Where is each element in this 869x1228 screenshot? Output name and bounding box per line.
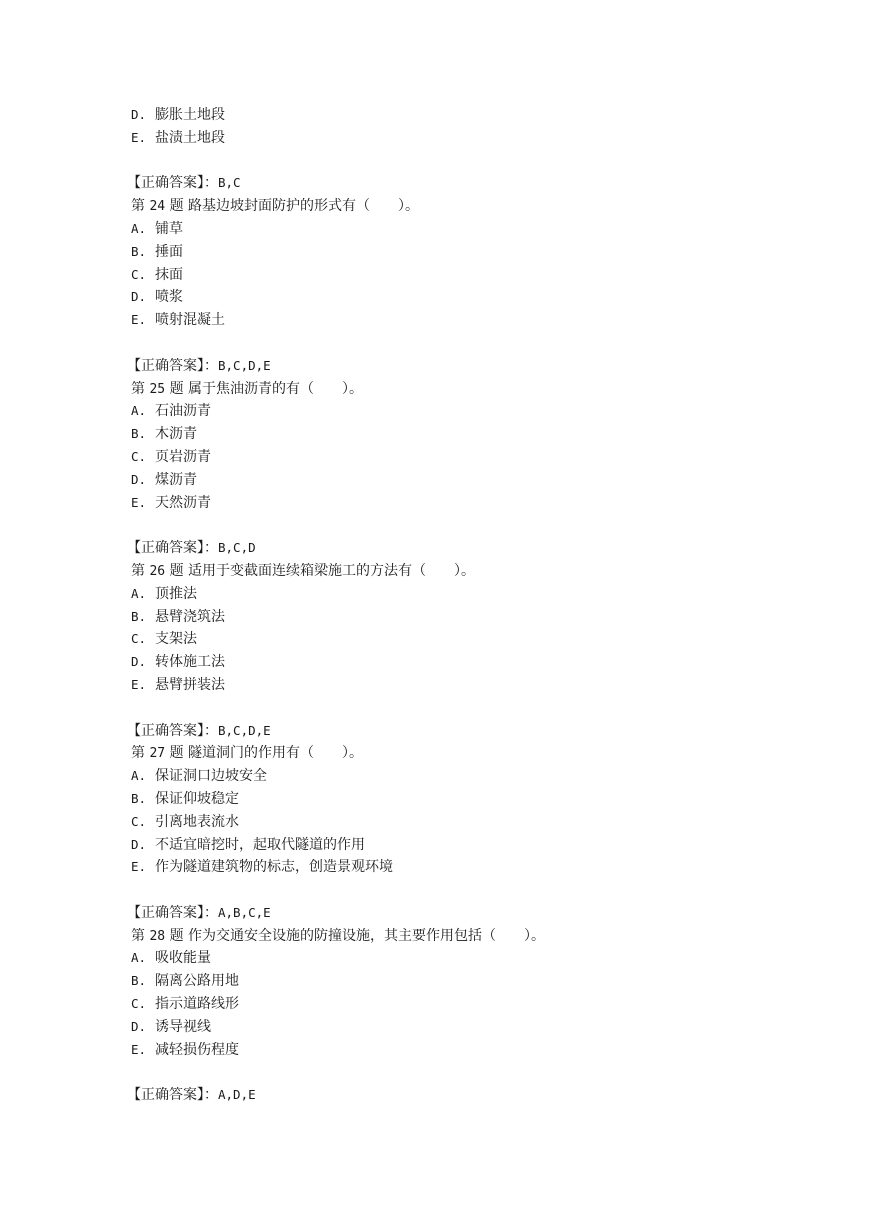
- option-d: D. 膨胀土地段: [131, 107, 225, 123]
- question-stem: 第 24 题 路基边坡封面防护的形式有（ ）。: [131, 198, 420, 215]
- question-stem: 第 26 题 适用于变截面连续箱梁施工的方法有（ ）。: [131, 562, 476, 579]
- answer-line: 【正确答案】：B,C,D: [127, 540, 256, 557]
- option-d: D. 转体施工法: [131, 654, 225, 671]
- question-28: [127, 925, 831, 1107]
- option-c: C. 页岩沥青: [131, 448, 211, 465]
- option-b: B. 悬臂浇筑法: [131, 608, 225, 625]
- question-24: [127, 195, 831, 377]
- question-25: [127, 378, 831, 560]
- option-e: E. 天然沥青: [131, 494, 211, 511]
- question-stem: 第 27 题 隧道洞门的作用有（ ）。: [131, 745, 364, 762]
- option-b: B. 木沥青: [131, 426, 197, 443]
- option-d: D. 喷浆: [131, 289, 183, 306]
- option-a: A. 吸收能量: [131, 950, 211, 967]
- option-e: E. 作为隧道建筑物的标志，创造景观环境: [131, 859, 393, 876]
- option-c: C. 支架法: [131, 631, 197, 648]
- option-a: A. 铺草: [131, 220, 183, 237]
- answer-line: 【正确答案】：A,D,E: [127, 1087, 256, 1104]
- option-a: A. 顶推法: [131, 585, 197, 602]
- option-e: E. 减轻损伤程度: [131, 1041, 239, 1058]
- answer-line: 【正确答案】：A,B,C,E: [127, 904, 271, 921]
- question-stem: 第 25 题 属于焦油沥青的有（ ）。: [131, 380, 364, 397]
- option-c: C. 指示道路线形: [131, 996, 239, 1013]
- question-stem: 第 28 题 作为交通安全设施的防撞设施，其主要作用包括（ ）。: [131, 927, 546, 944]
- option-e: E. 悬臂拼装法: [131, 676, 225, 693]
- option-a: A. 保证洞口边坡安全: [131, 768, 267, 785]
- question-26: [127, 560, 831, 742]
- option-e: E. 喷射混凝土: [131, 312, 225, 329]
- document-page: [127, 104, 831, 1107]
- option-d: D. 诱导视线: [131, 1018, 211, 1035]
- answer-line: 【正确答案】：B,C,D,E: [127, 357, 271, 374]
- option-a: A. 石油沥青: [131, 403, 211, 420]
- option-c: C. 引离地表流水: [131, 813, 239, 830]
- question-27: [127, 742, 831, 924]
- prev-question-options: [131, 104, 831, 150]
- option-b: B. 隔离公路用地: [131, 973, 239, 990]
- answer-line: 【正确答案】：B,C,D,E: [127, 722, 271, 739]
- option-d: D. 煤沥青: [131, 471, 197, 488]
- answer-line: 【正确答案】：B,C: [127, 175, 241, 192]
- option-e: E. 盐渍土地段: [131, 129, 225, 146]
- option-c: C. 抹面: [131, 266, 183, 283]
- option-b: B. 捶面: [131, 243, 183, 260]
- option-d: D. 不适宜暗挖时，起取代隧道的作用: [131, 836, 365, 853]
- option-b: B. 保证仰坡稳定: [131, 790, 239, 807]
